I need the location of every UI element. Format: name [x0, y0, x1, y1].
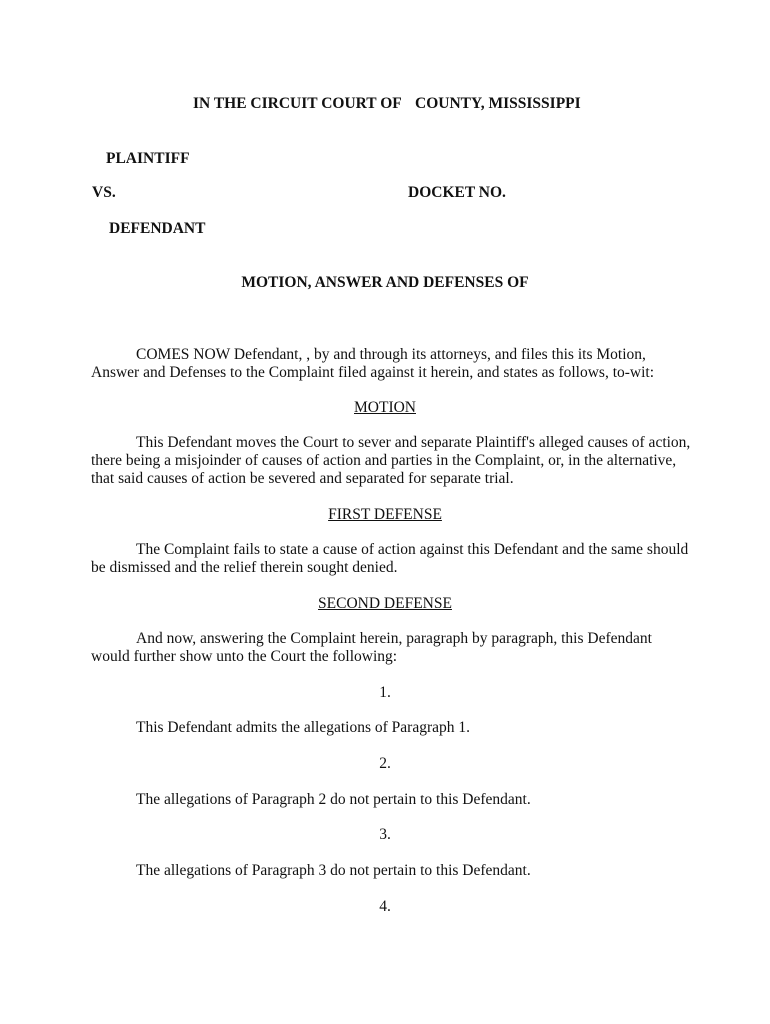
court-header-left: IN THE CIRCUIT COURT OF [193, 95, 402, 112]
second-defense-heading: SECOND DEFENSE [318, 595, 452, 612]
intro-line-2: Answer and Defenses to the Complaint filed against it herein, and states as follows, to-wit: [91, 364, 655, 381]
motion-line-2: there being a misjoinder of causes of action and parties in the Complaint, or, in the alternative, [91, 452, 677, 469]
document-title: MOTION, ANSWER AND DEFENSES OF [241, 274, 529, 291]
paragraph-text-2: The allegations of Paragraph 2 do not pertain to this Defendant. [136, 791, 531, 808]
paragraph-text-1: This Defendant admits the allegations of Paragraph 1. [136, 719, 471, 736]
paragraph-number-4: 4. [379, 898, 391, 915]
plaintiff-label: PLAINTIFF [106, 150, 190, 167]
paragraph-text-3: The allegations of Paragraph 3 do not pertain to this Defendant. [136, 862, 531, 879]
defendant-label: DEFENDANT [109, 220, 206, 237]
paragraph-number-1: 1. [379, 684, 391, 701]
paragraph-number-2: 2. [379, 755, 391, 772]
intro-line-1: COMES NOW Defendant, , by and through its attorneys, and files this its Motion, [136, 346, 646, 363]
first-defense-line-1: The Complaint fails to state a cause of action against this Defendant and the same should [136, 541, 689, 558]
court-header-right: COUNTY, MISSISSIPPI [415, 95, 581, 112]
first-defense-heading: FIRST DEFENSE [328, 506, 442, 523]
docket-label: DOCKET NO. [408, 184, 506, 201]
motion-heading: MOTION [354, 399, 416, 416]
first-defense-line-2: be dismissed and the relief therein sought denied. [91, 559, 398, 576]
motion-line-1: This Defendant moves the Court to sever and separate Plaintiff's alleged causes of action, [136, 434, 691, 451]
motion-line-3: that said causes of action be severed and separated for separate trial. [91, 470, 514, 487]
paragraph-number-3: 3. [379, 826, 391, 843]
second-defense-line-2: would further show unto the Court the following: [91, 648, 398, 665]
versus-label: VS. [92, 184, 116, 201]
second-defense-line-1: And now, answering the Complaint herein, paragraph by paragraph, this Defendant [136, 630, 652, 647]
